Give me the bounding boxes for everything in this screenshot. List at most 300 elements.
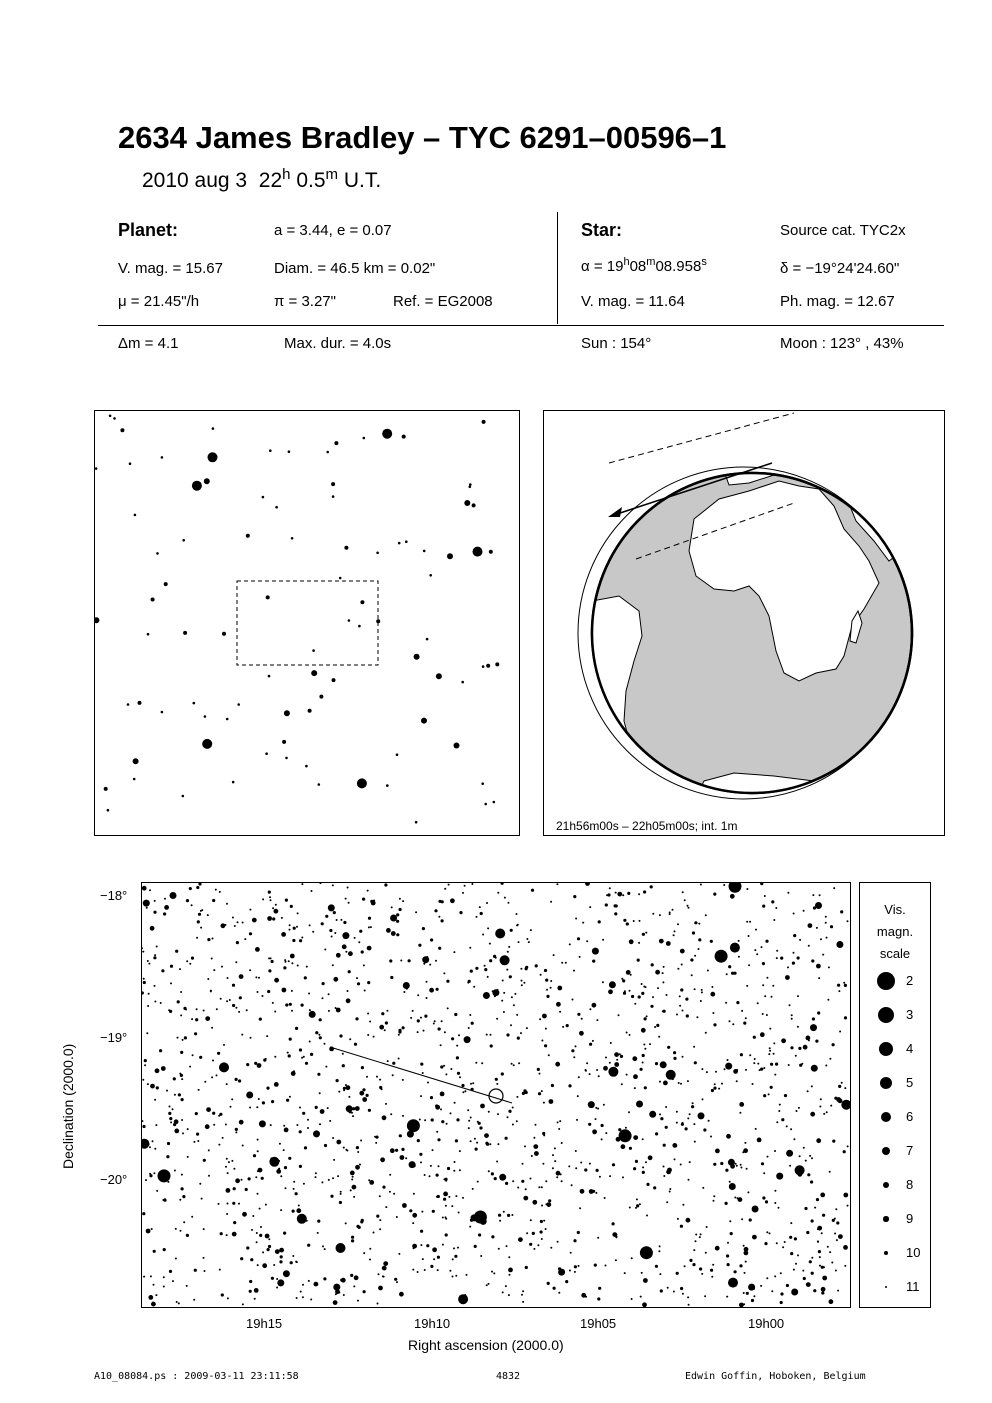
star-dot (744, 1142, 746, 1144)
legend-mag-label: 7 (906, 1143, 914, 1158)
star-dot (464, 500, 470, 506)
star-dot (557, 1121, 559, 1123)
star-dot (682, 1204, 684, 1206)
star-dot (233, 1168, 235, 1170)
star-dot (328, 993, 330, 995)
star-dot (462, 1091, 464, 1093)
star-dot (601, 1138, 603, 1140)
star-dot (207, 938, 210, 941)
star-dot (551, 1084, 554, 1087)
star-dot (531, 889, 534, 892)
star-dot (598, 920, 601, 923)
star-dot (774, 1202, 776, 1204)
star-dot (154, 954, 156, 956)
star-dot (729, 1181, 731, 1183)
star-dot (789, 1236, 792, 1239)
star-dot (832, 1140, 835, 1143)
star-dot (789, 1004, 791, 1006)
star-dot (836, 1221, 839, 1224)
star-dot (331, 482, 335, 486)
star-dot (277, 1279, 284, 1286)
star-dot (237, 703, 240, 706)
star-dot (625, 1127, 627, 1129)
star-dot (182, 1132, 184, 1134)
star-dot (143, 978, 145, 980)
star-dot (770, 1063, 773, 1066)
star-dot (266, 1087, 269, 1090)
star-dot (633, 1135, 638, 1140)
star-dot (643, 1278, 648, 1283)
star-dot (370, 926, 372, 928)
star-dot (834, 1233, 836, 1235)
star-dot (284, 1128, 289, 1133)
star-dot (402, 1203, 407, 1208)
star-dot (417, 994, 419, 996)
star-dot (700, 1233, 702, 1235)
star-dot (769, 1050, 771, 1052)
star-dot (363, 1252, 365, 1254)
star-dot (677, 968, 679, 970)
star-dot (289, 929, 291, 931)
star-dot (735, 1163, 737, 1165)
star-dot (640, 1068, 643, 1071)
star-dot (666, 1070, 676, 1080)
star-dot (499, 1220, 501, 1222)
star-dot (725, 1169, 728, 1172)
star-dot (257, 1063, 262, 1068)
star-dot (291, 990, 293, 992)
star-dot (259, 1234, 262, 1237)
star-dot (741, 1010, 743, 1012)
star-dot (420, 1244, 422, 1246)
star-dot (705, 1252, 707, 1254)
star-dot (727, 1263, 730, 1266)
star-dot (609, 981, 616, 988)
star-dot (154, 1001, 156, 1003)
star-dot (255, 1176, 257, 1178)
star-dot (150, 926, 155, 931)
star-dot (725, 1202, 728, 1205)
sun-elongation: Sun : 154° (581, 335, 652, 352)
star-dot (314, 1282, 319, 1287)
star-dot (488, 1111, 490, 1113)
star-dot (650, 885, 653, 888)
star-dot (198, 883, 201, 886)
star-dot (764, 895, 766, 897)
star-dot (211, 1076, 213, 1078)
star-dot (311, 670, 317, 676)
star-dot (524, 1145, 526, 1147)
star-dot (475, 967, 478, 970)
star-dot (646, 1015, 648, 1017)
star-dot (569, 1270, 571, 1272)
star-dot (436, 988, 439, 991)
star-dot (199, 1183, 201, 1185)
star-dot (698, 938, 701, 941)
star-dot (336, 1140, 341, 1145)
star-dot (281, 917, 283, 919)
star-dot (302, 1112, 305, 1115)
star-dot (212, 427, 215, 430)
star-dot (158, 1169, 171, 1182)
star-dot (260, 1226, 262, 1228)
star-dot (459, 1076, 461, 1078)
sky-map (141, 882, 851, 1308)
star-dot (514, 993, 516, 995)
star-dot (320, 883, 322, 884)
star-dot (174, 1129, 179, 1134)
star-dot (191, 957, 194, 960)
star-dot (227, 977, 229, 979)
star-dot (729, 1220, 731, 1222)
star-dot (585, 1296, 587, 1298)
star-dot (641, 992, 644, 995)
star-dot (505, 1182, 508, 1185)
star-dot (265, 752, 268, 755)
star-dot (232, 1004, 235, 1007)
star-dot (285, 961, 287, 963)
star-dot (256, 1232, 258, 1234)
star-dot (304, 1146, 307, 1149)
star-dot (655, 1265, 658, 1268)
legend-title: Vis. magn. scale (876, 902, 914, 961)
planet-vmag: V. mag. = 15.67 (118, 260, 223, 277)
star-dot (435, 960, 437, 962)
star-dot (187, 1156, 189, 1158)
star-dot (621, 978, 623, 980)
star-dot (426, 981, 428, 983)
star-dot (637, 959, 640, 962)
star-dot (730, 943, 740, 953)
star-dot (305, 1062, 308, 1065)
star-dot (378, 1273, 380, 1275)
star-dot (505, 1137, 508, 1140)
star-dot (351, 1179, 353, 1181)
star-dot (694, 921, 697, 924)
star-dot (641, 1028, 646, 1033)
star-dot (153, 1250, 156, 1253)
star-dot (408, 959, 411, 962)
star-dot (212, 938, 214, 940)
star-dot (181, 1174, 183, 1176)
star-dot (336, 919, 338, 921)
star-dot (226, 1213, 228, 1215)
star-dot (357, 1300, 359, 1302)
star-dot (252, 1215, 254, 1217)
star-dot (642, 1302, 647, 1307)
star-dot (740, 1167, 742, 1169)
star-dot (273, 1264, 275, 1266)
star-dot (638, 942, 640, 944)
star-dot (575, 1150, 577, 1152)
star-dot (539, 1018, 541, 1020)
star-dot (780, 1272, 782, 1274)
star-dot (468, 1027, 470, 1029)
star-dot (827, 1246, 829, 1248)
star-dot (360, 1220, 363, 1223)
star-dot (754, 1058, 756, 1060)
star-dot (210, 742, 213, 745)
star-dot (633, 1167, 636, 1170)
star-dot (262, 496, 265, 499)
star-dot (252, 918, 257, 923)
star-dot (488, 1170, 490, 1172)
star-dot (644, 1048, 646, 1050)
star-dot (830, 925, 833, 928)
star-dot (218, 1115, 220, 1117)
star-dot (195, 1112, 198, 1115)
star-dot (249, 1280, 252, 1283)
star-dot (812, 1017, 815, 1020)
star-dot (351, 1236, 354, 1239)
star-dot (699, 1267, 702, 1270)
dec-tick-19: −19° (100, 1030, 128, 1045)
star-dot (631, 1298, 633, 1300)
star-dot (250, 1037, 252, 1039)
star-dot (615, 904, 618, 907)
star-dot (146, 907, 148, 909)
star-dot (443, 1178, 445, 1180)
star-dot (343, 1089, 345, 1091)
star-dot (309, 1011, 316, 1018)
star-dot (133, 758, 139, 764)
star-dot (673, 934, 675, 936)
star-dot (732, 1023, 734, 1025)
star-dot (182, 1195, 185, 1198)
star-dot (776, 1121, 778, 1123)
star-dot (550, 901, 552, 903)
star-dot (706, 1071, 708, 1073)
star-dot (480, 912, 483, 915)
star-dot (822, 954, 824, 956)
star-dot (503, 1011, 505, 1013)
star-dot (134, 514, 137, 517)
star-dot (455, 1275, 457, 1277)
star-dot (685, 998, 688, 1001)
star-dot (508, 1256, 510, 1258)
star-dot (229, 999, 231, 1001)
star-dot (203, 1159, 206, 1162)
star-dot (342, 932, 349, 939)
star-dot (350, 1189, 352, 1191)
star-dot (470, 1083, 472, 1085)
star-dot (308, 709, 312, 713)
star-dot (520, 1032, 522, 1034)
star-dot (226, 1000, 228, 1002)
star-dot (288, 1157, 291, 1160)
star-dot (769, 1232, 771, 1234)
star-dot (152, 1140, 154, 1142)
star-dot (293, 1181, 295, 1183)
star-dot (456, 1056, 459, 1059)
star-dot (322, 982, 325, 985)
star-dot (146, 1229, 151, 1234)
star-dot (577, 1095, 579, 1097)
star-dot (711, 986, 713, 988)
star-dot (163, 1276, 165, 1278)
star-dot (113, 417, 116, 420)
star-dot (317, 1232, 319, 1234)
globe-panel (543, 410, 945, 836)
star-dot (766, 1201, 768, 1203)
star-dot (232, 781, 235, 784)
star-dot (155, 1124, 157, 1126)
star-dot (390, 1148, 395, 1153)
star-dot (198, 913, 201, 916)
star-dec: δ = −19°24'24.60" (780, 260, 900, 277)
star-dot (440, 1044, 442, 1046)
star-dot (660, 1117, 663, 1120)
star-dot (147, 960, 149, 962)
star-dot (797, 956, 800, 959)
star-dot (249, 969, 251, 971)
star-dot (640, 1296, 642, 1298)
star-dot (444, 888, 446, 890)
star-dot (812, 894, 814, 896)
star-dot (843, 982, 845, 984)
star-dot (301, 937, 303, 939)
star-dot (778, 1110, 780, 1112)
star-dot (829, 1299, 834, 1304)
sky-stars (142, 883, 850, 1307)
star-dot (748, 935, 750, 937)
star-dot (275, 1249, 280, 1254)
star-dot (666, 941, 671, 946)
star-dot (347, 887, 349, 889)
star-dot (143, 1276, 145, 1278)
star-dot (495, 662, 499, 666)
star-dot (580, 1189, 585, 1194)
star-dot (589, 1189, 594, 1194)
star-dot (95, 467, 97, 470)
star-dot (766, 1231, 768, 1233)
star-dot (669, 1188, 671, 1190)
star-dot (219, 1062, 229, 1072)
star-dot (198, 1089, 200, 1091)
star-dot (774, 1275, 776, 1277)
star-dot (467, 1109, 469, 1111)
star-dot (547, 1282, 550, 1285)
star-dot (663, 1144, 666, 1147)
star-dot (238, 1079, 241, 1082)
star-dot (398, 1253, 400, 1255)
star-dot (291, 1010, 293, 1012)
star-dot (659, 1245, 661, 1247)
star-dot (170, 1121, 172, 1123)
star-dot (200, 927, 202, 929)
star-dot (211, 958, 213, 960)
star-dot (479, 1126, 482, 1129)
star-dot (771, 900, 774, 903)
star-dot (421, 1211, 423, 1213)
star-dot (667, 1287, 669, 1289)
star-dot (219, 1269, 221, 1271)
star-dot (245, 1188, 248, 1191)
star-dot (240, 1257, 243, 1260)
star-dot (409, 1161, 416, 1168)
star-dot (477, 1181, 479, 1183)
star-dot (220, 1232, 223, 1235)
star-dot (151, 1228, 153, 1230)
star-dot (525, 967, 528, 970)
star-dot (446, 1123, 448, 1125)
star-dot (350, 1171, 355, 1176)
star-dot (261, 1177, 264, 1180)
star-dot (367, 1034, 369, 1036)
star-dot (518, 941, 520, 943)
star-dot (659, 1273, 661, 1275)
star-dot (262, 1101, 265, 1104)
star-dot (412, 1213, 417, 1218)
star-dot (269, 896, 271, 898)
star-dot (516, 1096, 518, 1098)
star-dot (320, 1109, 325, 1114)
star-dot (645, 986, 647, 988)
star-dot (692, 931, 695, 934)
star-dot (332, 1137, 334, 1139)
star-dot (307, 1244, 310, 1247)
star-dot (797, 995, 799, 997)
star-dot (279, 1143, 281, 1145)
star-dot (579, 1031, 584, 1036)
star-dot (220, 998, 222, 1000)
star-dot (476, 1142, 478, 1144)
star-dot (373, 1232, 375, 1234)
star-dot (776, 1173, 783, 1180)
star-dot (616, 1137, 621, 1142)
star-dot (422, 1258, 424, 1260)
star-dot (183, 631, 187, 635)
star-dot (417, 1031, 419, 1033)
star-dot (471, 1214, 478, 1221)
star-dot (265, 1204, 267, 1206)
star-dot (690, 958, 693, 961)
star-dot (448, 1196, 450, 1198)
star-dot (629, 1147, 632, 1150)
star-dot (306, 966, 308, 968)
star-dot (501, 1000, 503, 1002)
star-dot (575, 1045, 577, 1047)
star-dot (232, 917, 234, 919)
star-dot (660, 1061, 667, 1068)
star-dot (193, 1299, 195, 1301)
star-dot (700, 884, 702, 886)
star-dot (271, 1100, 274, 1103)
star-dot (430, 1165, 432, 1167)
star-dot (589, 1073, 591, 1075)
star-dot (169, 1010, 172, 1013)
star-dot (674, 930, 676, 932)
star-dot (361, 1066, 364, 1069)
star-dot (746, 1168, 748, 1170)
star-dot (552, 1154, 554, 1156)
star-dot (163, 912, 166, 915)
star-dot (378, 1286, 383, 1291)
star-dot (258, 977, 260, 979)
star-dot (363, 1290, 366, 1293)
star-vmag: V. mag. = 11.64 (581, 293, 685, 310)
star-dot (694, 1141, 696, 1143)
star-dot (453, 1247, 455, 1249)
star-dot (235, 1128, 238, 1131)
star-dot (318, 1034, 320, 1036)
star-dot (163, 1286, 165, 1288)
star-dot (348, 1096, 350, 1098)
star-dot (259, 1208, 261, 1210)
star-dot (746, 888, 748, 890)
star-dot (480, 1104, 485, 1109)
star-dot (508, 902, 510, 904)
